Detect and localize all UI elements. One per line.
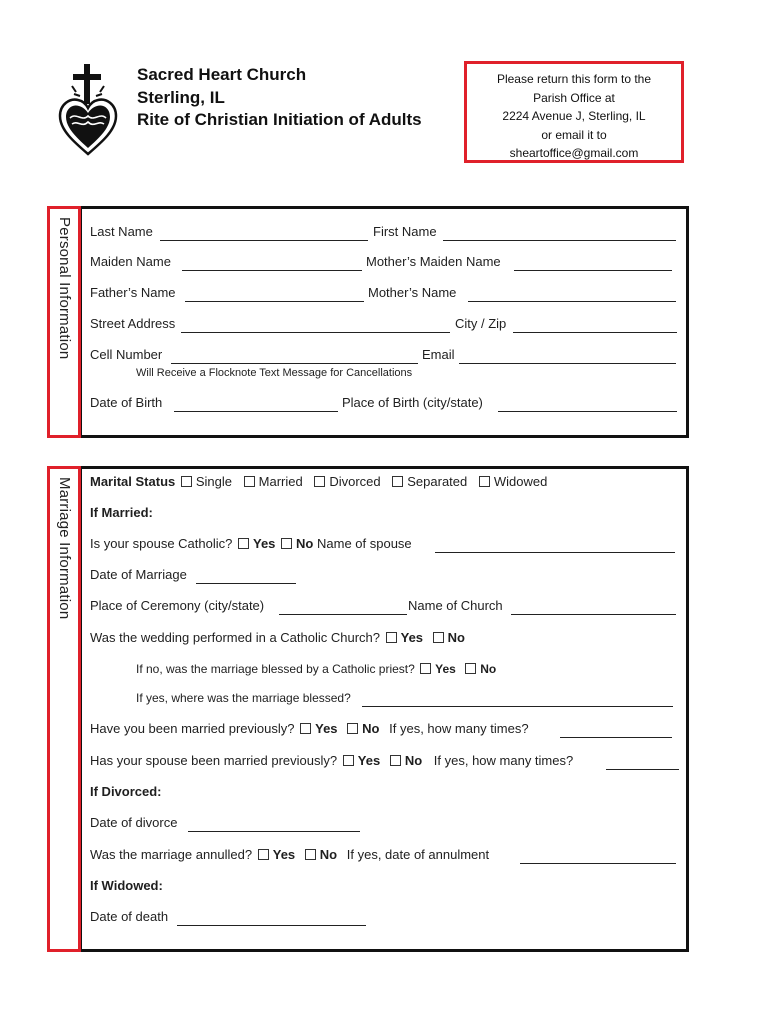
return-line-1: Please return this form to the (496, 72, 652, 86)
mothers-maiden-name-label: Mother’s Maiden Name (366, 254, 501, 269)
spouse-married-previously-row (90, 753, 573, 768)
divorced-checkbox[interactable] (314, 476, 325, 487)
spouse-catholic-yes-checkbox[interactable] (238, 538, 249, 549)
return-instructions-box (464, 61, 684, 163)
city-zip-field[interactable] (513, 320, 677, 333)
program-title: Rite of Christian Initiation of Adults (137, 110, 422, 129)
place-of-birth-field[interactable] (498, 399, 677, 412)
wedding-catholic-yes-checkbox[interactable] (386, 632, 397, 643)
annulled-no-checkbox[interactable] (305, 849, 316, 860)
date-of-birth-label: Date of Birth (90, 395, 163, 410)
if-married-heading: If Married: (90, 505, 153, 520)
married-label: Married (258, 474, 303, 489)
married-previously-yes-checkbox[interactable] (300, 723, 311, 734)
annulled-yes-label: Yes (272, 847, 296, 862)
blessed-no-checkbox[interactable] (465, 663, 476, 674)
date-of-death-label: Date of death (90, 909, 169, 924)
place-of-birth-label: Place of Birth (city/state) (342, 395, 483, 410)
flocknote-note: Will Receive a Flocknote Text Message for Cancellations (136, 367, 413, 379)
mothers-maiden-name-field[interactable] (514, 258, 672, 271)
blessed-by-priest-row (136, 662, 496, 676)
spouse-married-previously-no-label: No (404, 753, 423, 768)
single-label: Single (195, 474, 233, 489)
where-blessed-label: If yes, where was the marriage blessed? (136, 691, 351, 705)
if-divorced-heading: If Divorced: (90, 784, 162, 799)
last-name-field[interactable] (160, 228, 368, 241)
married-previously-row (90, 721, 529, 736)
name-of-spouse-label: Name of spouse (317, 536, 412, 551)
blessed-yes-checkbox[interactable] (420, 663, 431, 674)
wedding-catholic-no-checkbox[interactable] (433, 632, 444, 643)
date-of-birth-field[interactable] (174, 399, 338, 412)
return-line-4: or email it to (541, 127, 607, 142)
header-title-block (137, 64, 422, 132)
spouse-catholic-no-checkbox[interactable] (281, 538, 292, 549)
marriage-information-tab (47, 466, 81, 952)
married-checkbox[interactable] (244, 476, 255, 487)
widowed-checkbox[interactable] (479, 476, 490, 487)
date-of-death-field[interactable] (177, 913, 366, 926)
date-of-annulment-field[interactable] (520, 851, 676, 864)
church-city: Sterling, IL (137, 87, 225, 107)
spouse-how-many-times-field[interactable] (606, 757, 679, 770)
email-field[interactable] (459, 351, 676, 364)
return-line-2: Parish Office at (533, 90, 615, 105)
marriage-information-label: Marriage Information (56, 477, 73, 620)
personal-information-tab (47, 206, 81, 438)
date-of-divorce-label: Date of divorce (90, 815, 178, 830)
married-previously-question: Have you been married previously? (90, 721, 295, 736)
last-name-label: Last Name (90, 224, 153, 239)
name-of-church-label: Name of Church (408, 598, 503, 613)
maiden-name-field[interactable] (182, 258, 362, 271)
wedding-catholic-no-label: No (447, 630, 466, 645)
spouse-married-previously-question: Has your spouse been married previously? (90, 753, 338, 768)
spouse-married-previously-no-checkbox[interactable] (390, 755, 401, 766)
marital-status-row (90, 474, 547, 489)
church-name: Sacred Heart Church (137, 65, 307, 84)
married-previously-no-label: No (362, 721, 380, 736)
place-of-ceremony-field[interactable] (279, 602, 407, 615)
separated-checkbox[interactable] (392, 476, 403, 487)
first-name-field[interactable] (443, 228, 676, 241)
fathers-name-field[interactable] (185, 289, 364, 302)
spouse-catholic-question: Is your spouse Catholic? (90, 536, 233, 551)
return-line-3: 2224 Avenue J, Sterling, IL (502, 109, 646, 124)
fathers-name-label: Father’s Name (90, 285, 176, 300)
widowed-label: Widowed (493, 474, 548, 489)
if-widowed-heading: If Widowed: (90, 878, 163, 893)
married-previously-yes-label: Yes (315, 721, 338, 736)
annulled-no-label: No (319, 847, 338, 862)
separated-label: Separated (407, 474, 468, 489)
personal-information-label: Personal Information (56, 217, 73, 360)
cell-number-field[interactable] (171, 351, 418, 364)
annulled-question: Was the marriage annulled? (90, 847, 253, 862)
marital-status-label: Marital Status (90, 474, 176, 489)
where-blessed-field[interactable] (362, 694, 673, 707)
married-previously-no-checkbox[interactable] (347, 723, 358, 734)
date-of-marriage-field[interactable] (196, 571, 296, 584)
wedding-catholic-row (90, 630, 465, 645)
how-many-times-label: If yes, how many times? (389, 721, 529, 736)
mothers-name-field[interactable] (468, 289, 676, 302)
blessed-no-label: No (480, 662, 497, 676)
wedding-catholic-yes-label: Yes (400, 630, 424, 645)
date-of-divorce-field[interactable] (188, 819, 360, 832)
city-zip-label: City / Zip (455, 316, 507, 331)
first-name-label: First Name (373, 224, 437, 239)
cross-heart-icon (56, 62, 120, 156)
maiden-name-label: Maiden Name (90, 254, 171, 269)
spouse-catholic-yes-label: Yes (252, 536, 276, 551)
spouse-how-many-times-label: If yes, how many times? (433, 753, 574, 768)
how-many-times-field[interactable] (560, 725, 672, 738)
return-email: sheartoffice@gmail.com (509, 146, 639, 161)
spouse-catholic-no-label: No (296, 536, 314, 551)
spouse-married-previously-yes-checkbox[interactable] (343, 755, 354, 766)
name-of-spouse-field[interactable] (435, 540, 675, 553)
cell-number-label: Cell Number (90, 347, 163, 362)
spouse-married-previously-yes-label: Yes (357, 753, 381, 768)
blessed-by-priest-question: If no, was the marriage blessed by a Catholic priest? (136, 662, 415, 676)
place-of-ceremony-label: Place of Ceremony (city/state) (90, 598, 265, 613)
date-of-annulment-label: If yes, date of annulment (346, 847, 490, 862)
wedding-catholic-question: Was the wedding performed in a Catholic Church? (90, 630, 380, 645)
date-of-marriage-label: Date of Marriage (90, 567, 187, 582)
spouse-catholic-row (90, 536, 412, 551)
annulled-row (90, 847, 489, 862)
mothers-name-label: Mother’s Name (368, 285, 457, 300)
blessed-yes-label: Yes (435, 662, 456, 676)
name-of-church-field[interactable] (511, 602, 676, 615)
single-checkbox[interactable] (181, 476, 192, 487)
street-address-label: Street Address (90, 316, 176, 331)
street-address-field[interactable] (181, 320, 450, 333)
email-label: Email (422, 347, 455, 362)
divorced-label: Divorced (329, 474, 381, 489)
annulled-yes-checkbox[interactable] (258, 849, 269, 860)
